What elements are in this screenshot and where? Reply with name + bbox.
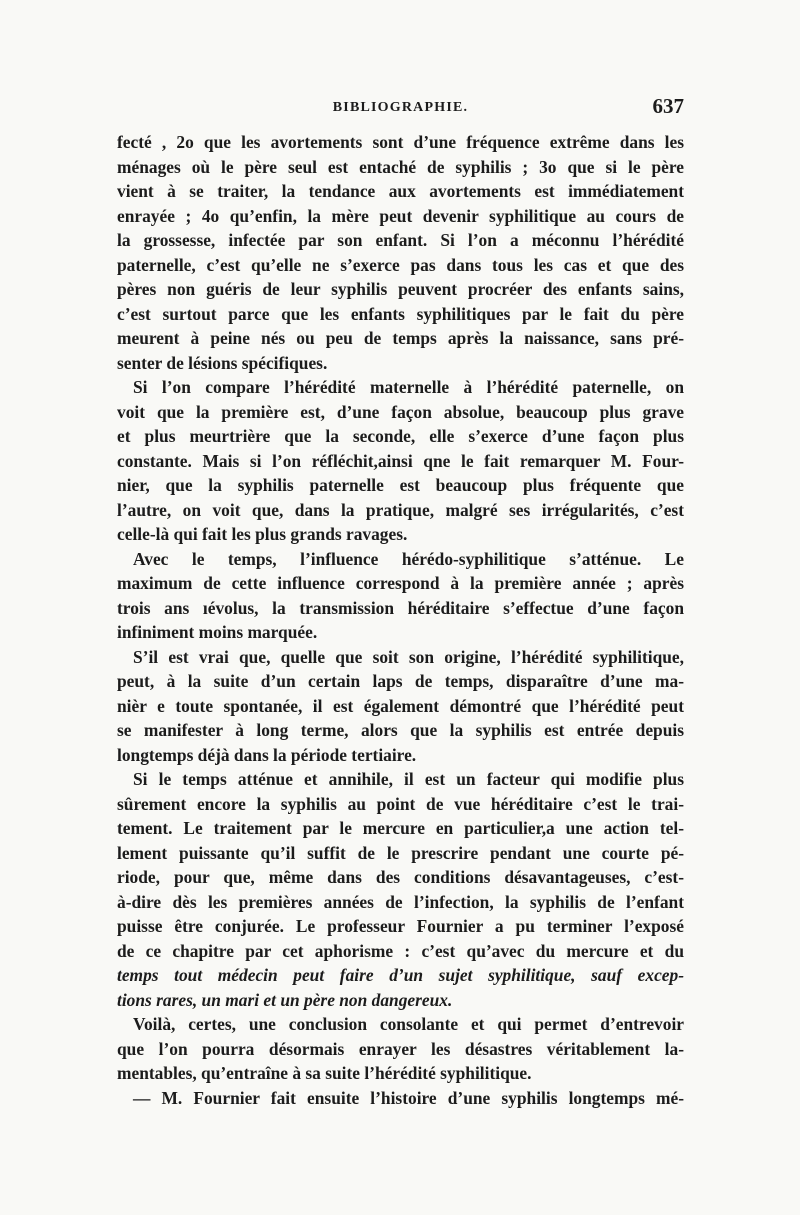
text-line: Avec le temps, l’influence hérédo-syphilitique s’atténue. Le <box>133 548 684 569</box>
text-line: S’il est vrai que, quelle que soit son origine, l’hérédité syphilitique, <box>133 646 684 667</box>
text-line: que l’on pourra désormais enrayer les désastres véritablement la- <box>117 1038 684 1059</box>
text-line: temps tout médecin peut faire d’un sujet syphilitique, sauf excep- <box>117 965 684 985</box>
text-line: sûrement encore la syphilis au point de vue héréditaire c’est le trai- <box>117 793 684 814</box>
text-line: tions rares, un mari et un père non dangereux. <box>117 989 453 1010</box>
text-line: mentables, qu’entraîne à sa suite l’hérédité syphilitique. <box>117 1063 532 1083</box>
text-line: longtemps déjà dans la période tertiaire. <box>117 744 417 765</box>
text-line: voit que la première est, d’une façon absolue, beaucoup plus grave <box>117 401 684 422</box>
text-line: infiniment moins marquée. <box>117 622 318 642</box>
text-line: se manifester à long terme, alors que la syphilis est entrée depuis <box>117 720 684 740</box>
text-line: peut, à la suite d’un certain laps de temps, disparaître d’une ma- <box>117 671 684 691</box>
text-line: riode, pour que, même dans des conditions désavantageuses, c’est- <box>117 867 684 887</box>
text-line: lement puissante qu’il suffit de le prescrire pendant une courte pé- <box>117 842 684 863</box>
text-line: la grossesse, infectée par son enfant. Si l’on a méconnu l’hérédité <box>117 230 684 250</box>
text-line: meurent à peine nés ou peu de temps après la naissance, sans pré- <box>117 328 684 348</box>
text-line: Si l’on compare l’hérédité maternelle à l’hérédité paternelle, on <box>133 377 684 397</box>
text-line: Si le temps atténue et annihile, il est un facteur qui modifie plus <box>133 769 684 789</box>
text-line: maximum de cette influence correspond à la première année ; après <box>117 573 684 593</box>
page-number: 637 <box>652 94 684 118</box>
text-line: pères non guéris de leur syphilis peuvent procréer des enfants sains, <box>117 279 684 299</box>
page-header <box>117 94 684 124</box>
text-line: senter de lésions spécifiques. <box>117 352 328 373</box>
text-line: ménages où le père seul est entaché de syphilis ; 3o que si le père <box>117 156 684 177</box>
text-line: paternelle, c’est qu’elle ne s’exerce pas dans tous les cas et que des <box>117 254 684 275</box>
body-text <box>117 130 684 1110</box>
text-line: fecté , 2o que les avortements sont d’une fréquence extrême dans les <box>117 132 684 152</box>
text-line: de ce chapitre par cet aphorisme : c’est qu’avec du mercure et du <box>117 940 684 961</box>
text-line: et plus meurtrière que la seconde, elle s’exerce d’une façon plus <box>117 426 684 446</box>
text-line: puisse être conjurée. Le professeur Fournier a pu terminer l’exposé <box>117 916 684 936</box>
text-line: celle-là qui fait les plus grands ravages. <box>117 524 408 544</box>
text-line: tement. Le traitement par le mercure en particulier,a une action tel- <box>117 818 684 838</box>
text-line: — M. Fournier fait ensuite l’histoire d’une syphilis longtemps mé- <box>133 1087 684 1108</box>
text-line: vient à se traiter, la tendance aux avortements est immédiatement <box>117 181 684 201</box>
text-line: nier, que la syphilis paternelle est beaucoup plus fréquente que <box>117 475 684 495</box>
text-line: trois ans ıévolus, la transmission héréditaire s’effectue d’une façon <box>117 597 684 618</box>
text-line: Voilà, certes, une conclusion consolante et qui permet d’entrevoir <box>133 1014 684 1034</box>
text-line: enrayée ; 4o qu’enfin, la mère peut devenir syphilitique au cours de <box>117 205 684 226</box>
text-line: c’est surtout parce que les enfants syphilitiques par le fait du père <box>117 303 684 324</box>
text-line: à-dire dès les premières années de l’infection, la syphilis de l’enfant <box>117 891 684 912</box>
text-line: l’autre, on voit que, dans la pratique, malgré ses irrégularités, c’est <box>117 499 684 520</box>
running-head: BIBLIOGRAPHIE. <box>332 100 469 115</box>
text-line: nièr e toute spontanée, il est également démontré que l’hérédité peut <box>117 695 684 716</box>
text-line: constante. Mais si l’on réfléchit,ainsi qne le fait remarquer M. Four- <box>117 450 684 471</box>
